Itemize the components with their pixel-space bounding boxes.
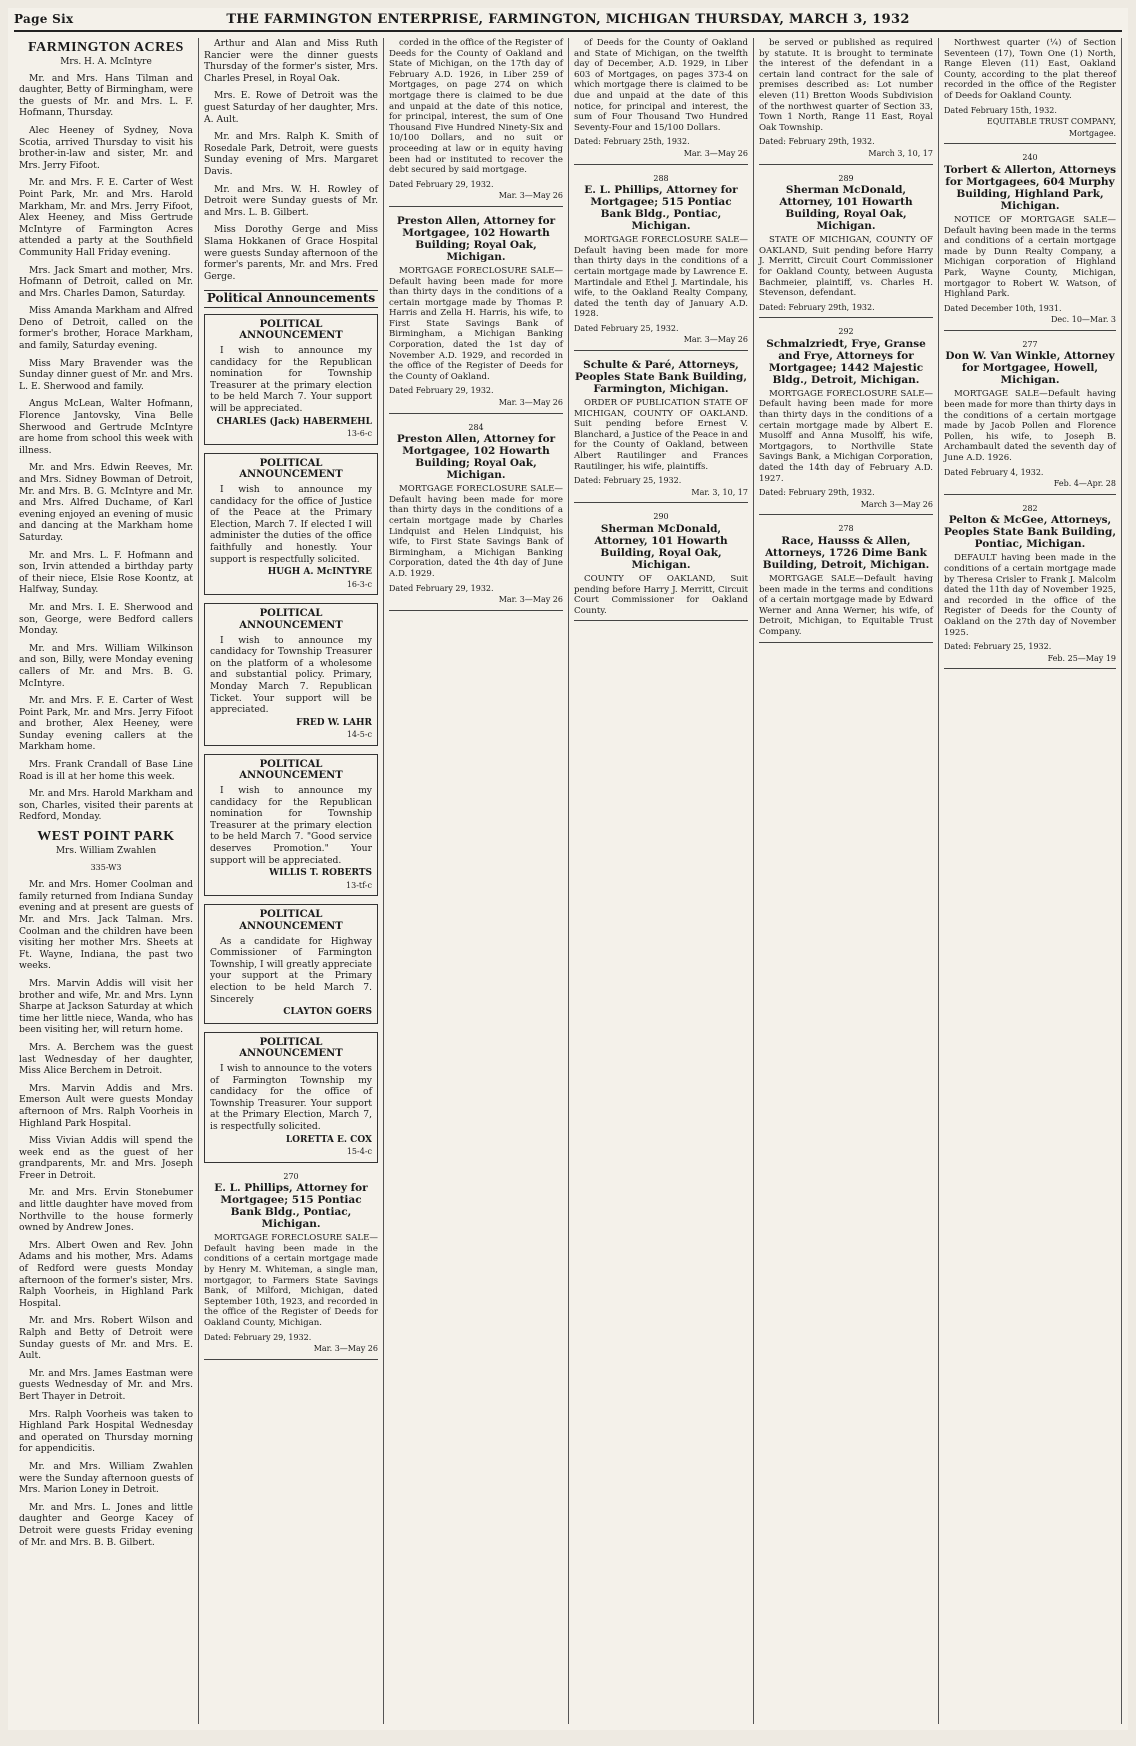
notice-heading: Preston Allen, Attorney for Mortgagee, 102 Howarth Building; Royal Oak, Michigan. <box>396 433 556 482</box>
notice-heading: Schulte & Paré, Attorneys, Peoples State Bank Building, Farmington, Michigan. <box>575 359 747 396</box>
notice-number: 277 <box>1022 339 1038 349</box>
announcement-body: As a candidate for Highway Commissioner of Farmington Township, I will greatly appreciate your support at the Primary election to be held March 7. Sincerely <box>210 935 372 1005</box>
legal-notice <box>944 503 1116 670</box>
run-dates: March 3, 10, 17 <box>868 148 933 158</box>
news-paragraph: Mr. and Mrs. William Wilkinson and son, Billy, were Monday evening callers of Mr. and Mrs. B. G. McIntyre. <box>19 642 193 689</box>
notice-body: COUNTY OF OAKLAND, Suit pending before Harry J. Merritt, Circuit Court Commissioner for Oakland County. <box>574 574 748 616</box>
run-dates: Mar. 3—May 26 <box>683 335 748 345</box>
news-paragraph: Mr. and Mrs. L. Jones and little daughter and George Kacey of Detroit were guests Friday evening of Mr. and Mrs. B. B. Gilbert. <box>19 1501 193 1548</box>
candidate-name: LORETTA E. COX <box>285 1134 372 1145</box>
columns <box>14 38 1122 1724</box>
announcement-title: POLITICAL ANNOUNCEMENT <box>239 1036 343 1060</box>
column-3 <box>384 38 569 1724</box>
notice-number: 288 <box>653 173 669 183</box>
notice-heading: Torbert & Allerton, Attorneys for Mortgagees, 604 Murphy Building, Highland Park, Michigan. <box>944 163 1116 212</box>
news-paragraph: Mr. and Mrs. Hans Tilman and daughter, Betty of Birmingham, were the guests of Mr. and Mrs. L. F. Hofmann, Thursday. <box>19 72 193 119</box>
legal-notices <box>204 1171 378 1360</box>
notice-heading: Sherman McDonald, Attorney, 101 Howarth Building, Royal Oak, Michigan. <box>779 184 913 233</box>
political-announcement <box>204 904 378 1023</box>
news-paragraph: Mr. and Mrs. L. F. Hofmann and son, Irvin attended a birthday party of their niece, Elsie Rose Koontz, at Halfway, Sunday. <box>19 549 193 596</box>
news-paragraph: Miss Dorothy Gerge and Miss Slama Hokkanen of Grace Hospital were guests Sunday afternoon of the former's parents, Mr. and Mrs. Fred Gerge. <box>204 224 378 282</box>
notice-date: Dated: February 29th, 1932. <box>759 302 875 312</box>
notice-body: ORDER OF PUBLICATION STATE OF MICHIGAN, COUNTY OF OAKLAND. Suit pending before Ernest V. Blanchard, a Justice of the Peace in and for the County of Oakland, between Albert Rautilinger and Frances Rautilinger, his wife, plaintiffs. <box>574 398 748 472</box>
run-dates: Mar. 3—May 26 <box>498 398 563 408</box>
announcement-body: I wish to announce my candidacy for the Republican nomination for Township Treasurer at the primary election to be held March 7. "Good service deserves Promotion." Your support will be appreciated. <box>210 785 372 866</box>
news-paragraph: Mr. and Mrs. Homer Coolman and family returned from Indiana Sunday evening and at present are guests of Mr. and Mrs. Jack Talman. Mrs. Coolman and the children have been visiting her mother Mrs. Sheets at Ft. Wayne, Indiana, the past two weeks. <box>19 879 193 972</box>
legal-notices <box>759 38 933 643</box>
notice-heading: Schmalzriedt, Frye, Granse and Frye, Attorneys for Mortgagee; 1442 Majestic Bldg., Detroit, Michigan. <box>766 337 926 386</box>
run-dates: Mar. 3—May 26 <box>498 595 563 605</box>
notice-number: 289 <box>838 173 854 183</box>
run-dates: Dec. 10—Mar. 3 <box>1051 315 1116 325</box>
notice-number: 270 <box>283 1171 299 1181</box>
column-1 <box>14 38 199 1724</box>
political-announcement <box>204 1032 378 1163</box>
candidate-name: WILLIS T. ROBERTS <box>269 868 372 879</box>
legal-notice <box>574 38 748 165</box>
run-dates: Mar. 3—May 26 <box>683 148 748 158</box>
run-code: 14-5-c <box>346 730 372 740</box>
run-dates: Feb. 4—Apr. 28 <box>1053 479 1116 489</box>
byline: Mrs. H. A. McIntyre <box>60 57 152 67</box>
column-5 <box>754 38 939 1724</box>
notice-date: Dated: February 29, 1932. <box>204 1332 312 1342</box>
page-number: Page Six <box>14 12 74 26</box>
byline: Mrs. William Zwahlen <box>55 846 157 857</box>
legal-notice <box>759 326 933 515</box>
legal-notices <box>574 38 748 621</box>
news-paragraph: Mr. and Mrs. F. E. Carter of West Point Park, Mr. and Mrs. Harold Markham, Mr. and Mrs. Jerry Fifoot, Alex Heeney, and Miss Gertrude McIntyre of Farmington Acres attended a party at the Southfield Community Hall Friday evening. <box>19 177 193 258</box>
run-code: 15-4-c <box>346 1147 372 1157</box>
news-paragraph: Mrs. Marvin Addis and Mrs. Emerson Ault were guests Monday afternoon of Mrs. Ralph Voorheis in Highland Park Hospital. <box>19 1082 193 1129</box>
legal-notice <box>574 173 748 352</box>
run-dates: Mar. 3, 10, 17 <box>691 487 748 497</box>
legal-notices <box>389 38 563 611</box>
news-items <box>19 879 193 1548</box>
column-4 <box>569 38 754 1724</box>
legal-notice <box>759 523 933 642</box>
news-paragraph: Mr. and Mrs. I. E. Sherwood and son, George, were Bedford callers Monday. <box>19 601 193 637</box>
notice-body: corded in the office of the Register of Deeds for the County of Oakland and State of Michigan, on the 17th day of February A.D. 1926, in Liber 259 of Mortgages, on page 274 on which mortgage there is claimed to be due and unpaid at the date of this notice, for principal, interest, the sum of One Thousand Five Hundred Ninety-Six and 10/100 Dollars, and no suit or proceeding at law or in equity having been had or instituted to recover the debt secured by said mortgage. <box>389 38 563 176</box>
notice-date: Dated: February 25, 1932. <box>574 476 682 486</box>
legal-notice <box>204 1171 378 1360</box>
announcement-title: POLITICAL ANNOUNCEMENT <box>239 608 343 631</box>
legal-notice <box>389 215 563 414</box>
news-paragraph: Mr. and Mrs. W. H. Rowley of Detroit were Sunday guests of Mr. and Mrs. L. B. Gilbert. <box>204 183 378 218</box>
notice-body: NOTICE OF MORTGAGE SALE—Default having been made in the terms and conditions of a certain mortgage made by Dunn Realty Company, a Michigan corporation of Highland Park, Wayne County, Michigan, mortgagor to Robert W. Watson, of Highland Park. <box>944 214 1116 300</box>
announcement-body: I wish to announce my candidacy for the office of Justice of the Peace at the Primary Election, March 7. If elected I will administer the duties of the office faithfully and honestly. Your support is respectfully solicited. <box>210 484 372 565</box>
notice-heading: E. L. Phillips, Attorney for Mortgagee; 515 Pontiac Bank Bldg., Pontiac, Michigan. <box>584 184 738 233</box>
announcement-body: I wish to announce my candidacy for the Republican nomination for Township Treasurer at the primary election to be held March 7. Your support will be appreciated. <box>210 345 372 415</box>
legal-notice <box>759 173 933 319</box>
newspaper-page <box>8 8 1128 1730</box>
news-paragraph: Mr. and Mrs. Harold Markham and son, Charles, visited their parents at Redford, Monday. <box>19 788 193 823</box>
political-announcement <box>204 603 378 746</box>
legal-notice <box>944 152 1116 331</box>
notice-date: Dated February 15th, 1932. <box>944 105 1057 115</box>
news-paragraph: Mrs. Marvin Addis will visit her brother and wife, Mr. and Mrs. Lynn Sharpe at Jackson Saturday at which time her little niece, Wanda, who has been visiting her, will return home. <box>19 977 193 1036</box>
notice-body: MORTGAGE SALE—Default having been made for more than thirty days in the conditions of a certain mortgage made by Jacob Pollen and Florence Pollen, his wife, to Joseph B. Archambault dated the seventh day of June A.D. 1926. <box>944 389 1116 464</box>
news-paragraph: Mr. and Mrs. Robert Wilson and Ralph and Betty of Detroit were Sunday guests of Mr. and Mrs. E. Ault. <box>19 1315 193 1362</box>
notice-heading: E. L. Phillips, Attorney for Mortgagee; 515 Pontiac Bank Bldg., Pontiac, Michigan. <box>214 1182 368 1231</box>
notice-date: Dated February 29, 1932. <box>389 583 494 593</box>
political-announcement <box>204 453 378 596</box>
news-paragraph: Angus McLean, Walter Hofmann, Florence Jantovsky, Vina Belle Sherwood and Gertrude McIntyre are home from school this week with illness. <box>19 398 193 456</box>
candidate-name: FRED W. LAHR <box>296 717 372 728</box>
run-code: 13-tf-c <box>346 880 372 890</box>
run-dates: March 3—May 26 <box>860 499 933 509</box>
notice-body: MORTGAGE SALE—Default having been made in the terms and conditions of a certain mortgage made by Edward Werner and Anna Werner, his wife, of Detroit, Michigan, to Equitable Trust Company. <box>759 574 933 637</box>
legal-notice <box>574 359 748 503</box>
news-paragraph: Mr. and Mrs. Ralph K. Smith of Rosedale Park, Detroit, were guests Sunday evening of Mrs. Margaret Davis. <box>204 131 378 177</box>
notice-body: MORTGAGE FORECLOSURE SALE—Default having been made for more than thirty days in the conditions of a certain mortgage made by Albert E. Musolff and Anna Musolff, his wife, Mortgagors, to Northville State Savings Bank, a Michigan Corporation, dated the 14th day of February A.D. 1927. <box>759 388 933 484</box>
announcement-title: POLITICAL ANNOUNCEMENT <box>239 758 343 782</box>
notice-number: 282 <box>1022 503 1038 513</box>
notice-date: Dated February 29, 1932. <box>389 179 494 189</box>
announcement-title: POLITICAL ANNOUNCEMENT <box>239 457 343 481</box>
notice-body: MORTGAGE FORECLOSURE SALE—Default having been made in the conditions of a certain mortgage made by Henry M. Whiteman, a single man, mortgagor, to Farmers State Savings Bank, of Milford, Michigan, dated September 10th, 1923, and recorded in the office of the Register of Deeds for Oakland County, Michigan. <box>204 1233 378 1329</box>
legal-notice <box>574 511 748 621</box>
notice-number: 290 <box>653 512 669 522</box>
notice-heading: Don W. Van Winkle, Attorney for Mortgagee, Howell, Michigan. <box>945 350 1115 387</box>
news-items <box>204 38 378 282</box>
legal-notice <box>944 38 1116 144</box>
notice-heading: Preston Allen, Attorney for Mortgagee, 102 Howarth Building; Royal Oak, Michigan. <box>396 214 556 263</box>
phone-number: 335-W3 <box>90 862 122 872</box>
notice-number: 278 <box>838 524 854 534</box>
notice-body: MORTGAGE FORECLOSURE SALE—Default having been made for more than thirty days in the conditions of a certain mortgage made by Thomas P. Harris and Zella H. Harris, his wife, to First State Savings Bank of Birmingham, a Michigan Banking Corporation, dated the 1st day of November A.D. 1929, and recorded in the office of the Register of Deeds for the County of Oakland. <box>389 265 563 382</box>
notice-date: Dated: February 25th, 1932. <box>574 137 690 147</box>
news-items <box>19 73 193 823</box>
notice-body: STATE OF MICHIGAN, COUNTY OF OAKLAND, Suit pending before Harry J. Merritt, Circuit Court Commissioner for Oakland County, between Augusta Bachmeier, plaintiff, vs. Charles H. Stevenson, defendant. <box>759 235 933 299</box>
masthead <box>14 8 1122 32</box>
notice-heading: Sherman McDonald, Attorney, 101 Howarth Building, Royal Oak, Michigan. <box>594 523 728 571</box>
legal-notice <box>944 339 1116 495</box>
notice-heading: Pelton & McGee, Attorneys, Peoples State Bank Building, Pontiac, Michigan. <box>944 514 1116 551</box>
announcement-title: POLITICAL ANNOUNCEMENT <box>239 909 343 932</box>
section-heading-west-point-park: WEST POINT PARK <box>37 829 175 845</box>
notice-body: MORTGAGE FORECLOSURE SALE—Default having been made for more than thirty days in the conditions of a certain mortgage made by Lawrence E. Martindale and Ethel J. Martindale, his wife, to the Oakland Realty Company, dated the tenth day of January A.D. 1928. <box>574 235 748 320</box>
news-paragraph: Miss Amanda Markham and Alfred Deno of Detroit, called on the former's brother, Horace Markham, and family, Saturday evening. <box>19 305 193 352</box>
news-paragraph: Mrs. A. Berchem was the guest last Wednesday of her daughter, Miss Alice Berchem in Detroit. <box>19 1041 193 1077</box>
notice-body: Northwest quarter (¼) of Section Seventeen (17), Town One (1) North, Range Eleven (11) East, Oakland County, according to the plat thereof recorded in the office of the Register of Deeds for Oakland County. <box>944 38 1116 101</box>
candidate-name: CLAYTON GOERS <box>283 1007 372 1018</box>
news-paragraph: Mr. and Mrs. Edwin Reeves, Mr. and Mrs. Sidney Bowman of Detroit, Mr. and Mrs. B. G. McIntyre and Mr. and Mrs. Alfred Duchame, of Karl evening enjoyed an evening of music and dancing at the Markham home Saturday. <box>19 462 193 543</box>
run-dates: EQUITABLE TRUST COMPANY, Mortgagee. <box>986 117 1116 138</box>
announcement-body: I wish to announce to the voters of Farmington Township my candidacy for the office of Township Treasurer. Your support at the Primary Election, March 7, is respectfully solicited. <box>210 1062 372 1132</box>
notice-body: of Deeds for the County of Oakland and State of Michigan, on the twelfth day of December, A.D. 1929, in Liber 603 of Mortgages, on pages 373-4 on which mortgage there is claimed to be due and unpaid at the date of this notice, for principal and interest, the sum of Four Thousand Two Hundred Seventy-Four and 15/100 Dollars. <box>574 38 748 133</box>
notice-body: DEFAULT having been made in the conditions of a certain mortgage made by Theresa Crisler to Frank J. Malcolm dated the 11th day of November 1925, and recorded in the office of the Register of Deeds for the County of Oakland on the 27th day of November 1925. <box>944 553 1116 638</box>
section-heading-farmington-acres: FARMINGTON ACRES <box>28 40 184 55</box>
notice-heading: Race, Hausss & Allen, Attorneys, 1726 Dime Bank Building, Detroit, Michigan. <box>762 535 930 571</box>
news-paragraph: Alec Heeney of Sydney, Nova Scotia, arrived Thursday to visit his brother-in-law and sister, Mr. and Mrs. Jerry Fifoot. <box>19 124 193 171</box>
notice-body: be served or published as required by statute. It is brought to terminate the interest of the defendant in a certain land contract for the sale of premises described as: Lot number eleven (11) Bretton Woods Subdivision of the northwest quarter of Section 33, Town 1 North, Range 11 East, Royal Oak Township. <box>759 38 933 133</box>
news-paragraph: Mr. and Mrs. F. E. Carter of West Point Park, Mr. and Mrs. Jerry Fifoot and brother, Alex Heeney, were Sunday evening callers at the Markham home. <box>19 695 193 753</box>
news-paragraph: Mrs. E. Rowe of Detroit was the guest Saturday of her daughter, Mrs. A. Ault. <box>204 90 378 125</box>
news-paragraph: Mr. and Mrs. James Eastman were guests Wednesday of Mr. and Mrs. Bert Thayer in Detroit. <box>19 1367 193 1402</box>
run-dates: Mar. 3—May 26 <box>498 191 563 201</box>
notice-number: 240 <box>1022 153 1038 163</box>
legal-notices <box>944 38 1116 669</box>
political-announcement <box>204 314 378 445</box>
notice-number: 284 <box>468 422 484 432</box>
candidate-name: CHARLES (Jack) HABERMEHL <box>216 416 372 427</box>
legal-notice <box>759 38 933 165</box>
news-paragraph: Miss Mary Bravender was the Sunday dinner guest of Mr. and Mrs. L. E. Sherwood and family. <box>19 357 193 392</box>
news-paragraph: Mrs. Jack Smart and mother, Mrs. Hofmann of Detroit, called on Mr. and Mrs. Charles Damon, Saturday. <box>19 264 193 299</box>
news-paragraph: Miss Vivian Addis will spend the week end as the guest of her grandparents, Mr. and Mrs. Joseph Freer in Detroit. <box>19 1135 193 1181</box>
run-code: 16-3-c <box>346 579 372 589</box>
announcement-body: I wish to announce my candidacy for Township Treasurer on the platform of a wholesome and substantial policy. Primary, Monday March 7. Republican Ticket. Your support will be appreciated. <box>210 634 372 716</box>
column-2 <box>199 38 384 1724</box>
news-paragraph: Mrs. Albert Owen and Rev. John Adams and his mother, Mrs. Adams of Redford were guests Monday afternoon of the former's sister, Mrs. Ralph Voorheis, in Highland Park Hospital. <box>19 1239 193 1309</box>
political-announcements-heading: Political Announcements <box>204 290 378 308</box>
notice-body: MORTGAGE FORECLOSURE SALE—Default having been made for more than thirty days in the conditions of a certain mortgage made by Charles Lindquist and Helen Lindquist, his wife, to First State Savings Bank of Birmingham, a Michigan Banking Corporation, dated the 4th day of June A.D. 1929. <box>389 484 563 579</box>
notice-date: Dated December 10th, 1931. <box>944 303 1062 313</box>
news-paragraph: Mr. and Mrs. Ervin Stonebumer and little daughter have moved from Northville to the house formerly owned by Andrew Jones. <box>19 1187 193 1234</box>
masthead-title: THE FARMINGTON ENTERPRISE, FARMINGTON, MICHIGAN THURSDAY, MARCH 3, 1932 <box>226 11 910 27</box>
news-paragraph: Arthur and Alan and Miss Ruth Rancier were the dinner guests Thursday of the former's sister, Mrs. Charles Presel, in Royal Oak. <box>204 38 378 84</box>
notice-date: Dated: February 29th, 1932. <box>759 137 875 147</box>
announcements <box>204 314 378 1163</box>
run-dates: Feb. 25—May 19 <box>1047 653 1116 663</box>
news-paragraph: Mr. and Mrs. William Zwahlen were the Sunday afternoon guests of Mrs. Marion Loney in Detroit. <box>19 1460 193 1496</box>
news-paragraph: Mrs. Frank Crandall of Base Line Road is ill at her home this week. <box>19 759 193 782</box>
news-paragraph: Mrs. Ralph Voorheis was taken to Highland Park Hospital Wednesday and operated on Thursday morning for appendicitis. <box>19 1408 193 1455</box>
notice-number: 292 <box>838 327 854 337</box>
notice-date: Dated: February 25, 1932. <box>944 642 1052 652</box>
political-announcement <box>204 754 378 897</box>
notice-date: Dated February 4, 1932. <box>944 467 1044 477</box>
candidate-name: HUGH A. McINTYRE <box>267 567 372 578</box>
column-6 <box>939 38 1122 1724</box>
run-dates: Mar. 3—May 26 <box>313 1344 378 1354</box>
run-code: 13-6-c <box>346 429 372 439</box>
legal-notice <box>389 422 563 611</box>
legal-notice <box>389 38 563 207</box>
announcement-title: POLITICAL ANNOUNCEMENT <box>239 318 343 342</box>
notice-date: Dated February 29, 1932. <box>389 386 494 396</box>
notice-date: Dated February 25, 1932. <box>574 323 679 333</box>
notice-date: Dated: February 29th, 1932. <box>759 488 875 498</box>
